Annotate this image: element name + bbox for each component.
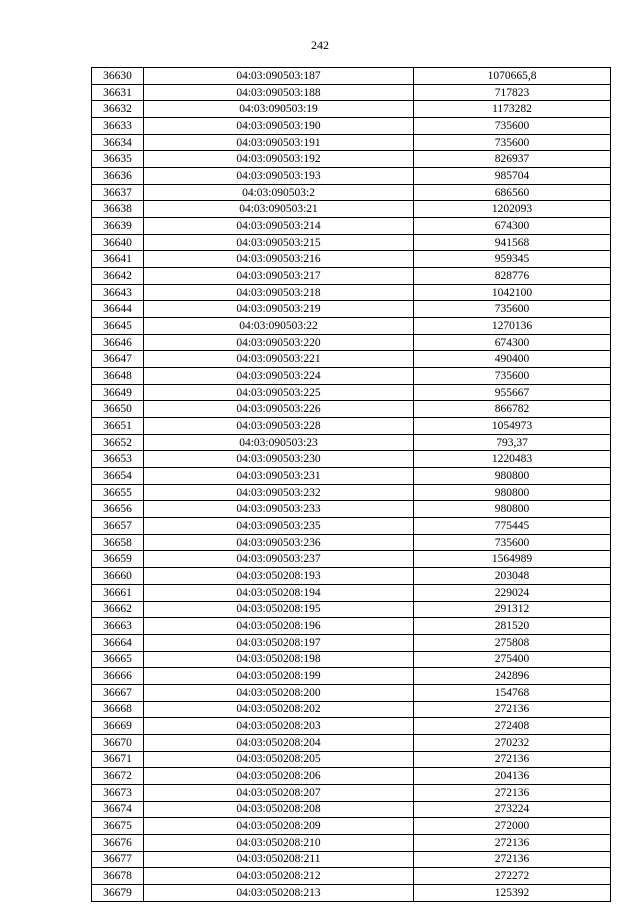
value-cell: 273224 [414,801,611,818]
cadastral-number-cell: 04:03:050208:206 [144,768,414,785]
row-number-cell: 36650 [92,401,144,418]
value-cell: 154768 [414,684,611,701]
value-cell: 229024 [414,584,611,601]
value-cell: 735600 [414,301,611,318]
table-row [92,534,611,551]
cadastral-number-cell: 04:03:090503:219 [144,301,414,318]
table-row [92,234,611,251]
row-number-cell: 36666 [92,668,144,685]
cadastral-number-cell: 04:03:090503:225 [144,384,414,401]
table-row [92,701,611,718]
cadastral-number-cell: 04:03:050208:197 [144,634,414,651]
table-body [92,68,611,902]
table-row [92,418,611,435]
value-cell: 203048 [414,568,611,585]
row-number-cell: 36653 [92,451,144,468]
value-cell: 826937 [414,151,611,168]
cadastral-number-cell: 04:03:090503:215 [144,234,414,251]
table-row [92,468,611,485]
cadastral-number-cell: 04:03:090503:236 [144,534,414,551]
value-cell: 1042100 [414,284,611,301]
cadastral-number-cell: 04:03:050208:193 [144,568,414,585]
cadastral-number-cell: 04:03:090503:187 [144,68,414,85]
table-row [92,284,611,301]
table-row [92,501,611,518]
row-number-cell: 36671 [92,751,144,768]
table-row [92,884,611,901]
row-number-cell: 36640 [92,234,144,251]
row-number-cell: 36657 [92,518,144,535]
table-row [92,834,611,851]
value-cell: 775445 [414,518,611,535]
value-cell: 272136 [414,834,611,851]
row-number-cell: 36647 [92,351,144,368]
table-row [92,184,611,201]
page-number: 242 [311,38,329,52]
row-number-cell: 36638 [92,201,144,218]
cadastral-number-cell: 04:03:090503:2 [144,184,414,201]
table-row [92,134,611,151]
cadastral-number-cell: 04:03:050208:195 [144,601,414,618]
row-number-cell: 36672 [92,768,144,785]
value-cell: 1564989 [414,551,611,568]
value-cell: 272000 [414,818,611,835]
table-row [92,684,611,701]
row-number-cell: 36639 [92,218,144,235]
cadastral-number-cell: 04:03:090503:191 [144,134,414,151]
row-number-cell: 36646 [92,334,144,351]
row-number-cell: 36667 [92,684,144,701]
row-number-cell: 36656 [92,501,144,518]
value-cell: 275400 [414,651,611,668]
row-number-cell: 36644 [92,301,144,318]
cadastral-number-cell: 04:03:090503:221 [144,351,414,368]
table-row [92,151,611,168]
row-number-cell: 36642 [92,268,144,285]
table-row [92,818,611,835]
table-row [92,268,611,285]
cadastral-number-cell: 04:03:090503:193 [144,168,414,185]
table-row [92,201,611,218]
value-cell: 980800 [414,484,611,501]
value-cell: 272272 [414,868,611,885]
cadastral-number-cell: 04:03:090503:230 [144,451,414,468]
cadastral-number-cell: 04:03:050208:199 [144,668,414,685]
row-number-cell: 36660 [92,568,144,585]
table-row [92,451,611,468]
table-row [92,368,611,385]
value-cell: 490400 [414,351,611,368]
cadastral-number-cell: 04:03:090503:231 [144,468,414,485]
value-cell: 959345 [414,251,611,268]
value-cell: 272136 [414,851,611,868]
value-cell: 941568 [414,234,611,251]
value-cell: 955667 [414,384,611,401]
row-number-cell: 36662 [92,601,144,618]
cadastral-number-cell: 04:03:050208:203 [144,718,414,735]
cadastral-number-cell: 04:03:090503:228 [144,418,414,435]
table-row [92,84,611,101]
cadastral-number-cell: 04:03:090503:192 [144,151,414,168]
row-number-cell: 36632 [92,101,144,118]
table-row [92,668,611,685]
table-row [92,334,611,351]
table-row [92,551,611,568]
table-row [92,718,611,735]
cadastral-number-cell: 04:03:090503:235 [144,518,414,535]
row-number-cell: 36668 [92,701,144,718]
row-number-cell: 36669 [92,718,144,735]
row-number-cell: 36641 [92,251,144,268]
table-row [92,801,611,818]
value-cell: 735600 [414,134,611,151]
cadastral-number-cell: 04:03:050208:208 [144,801,414,818]
table-row [92,301,611,318]
table-row [92,734,611,751]
value-cell: 980800 [414,501,611,518]
value-cell: 717823 [414,84,611,101]
table-row [92,118,611,135]
cadastral-number-cell: 04:03:050208:200 [144,684,414,701]
row-number-cell: 36673 [92,784,144,801]
table-row [92,384,611,401]
table-row [92,218,611,235]
cadastral-number-cell: 04:03:050208:207 [144,784,414,801]
row-number-cell: 36659 [92,551,144,568]
table-row [92,634,611,651]
row-number-cell: 36675 [92,818,144,835]
value-cell: 272408 [414,718,611,735]
cadastral-number-cell: 04:03:050208:204 [144,734,414,751]
value-cell: 674300 [414,218,611,235]
cadastral-number-cell: 04:03:050208:205 [144,751,414,768]
value-cell: 272136 [414,784,611,801]
value-cell: 270232 [414,734,611,751]
row-number-cell: 36654 [92,468,144,485]
row-number-cell: 36652 [92,434,144,451]
cadastral-number-cell: 04:03:090503:188 [144,84,414,101]
row-number-cell: 36649 [92,384,144,401]
table-row [92,851,611,868]
cadastral-number-cell: 04:03:050208:211 [144,851,414,868]
table-row [92,351,611,368]
row-number-cell: 36648 [92,368,144,385]
cadastral-number-cell: 04:03:090503:217 [144,268,414,285]
row-number-cell: 36664 [92,634,144,651]
row-number-cell: 36637 [92,184,144,201]
cadastral-number-cell: 04:03:090503:233 [144,501,414,518]
cadastral-number-cell: 04:03:090503:21 [144,201,414,218]
row-number-cell: 36635 [92,151,144,168]
value-cell: 272136 [414,751,611,768]
table-row [92,751,611,768]
value-cell: 735600 [414,118,611,135]
row-number-cell: 36634 [92,134,144,151]
value-cell: 735600 [414,368,611,385]
row-number-cell: 36663 [92,618,144,635]
cadastral-number-cell: 04:03:090503:237 [144,551,414,568]
cadastral-number-cell: 04:03:050208:194 [144,584,414,601]
cadastral-number-cell: 04:03:050208:196 [144,618,414,635]
cadastral-number-cell: 04:03:050208:213 [144,884,414,901]
value-cell: 828776 [414,268,611,285]
row-number-cell: 36670 [92,734,144,751]
table-row [92,434,611,451]
table-row [92,568,611,585]
value-cell: 735600 [414,534,611,551]
table-row [92,401,611,418]
row-number-cell: 36676 [92,834,144,851]
cadastral-number-cell: 04:03:050208:209 [144,818,414,835]
value-cell: 866782 [414,401,611,418]
table-row [92,651,611,668]
cadastral-number-cell: 04:03:050208:198 [144,651,414,668]
value-cell: 686560 [414,184,611,201]
value-cell: 281520 [414,618,611,635]
value-cell: 204136 [414,768,611,785]
table-row [92,768,611,785]
cadastral-number-cell: 04:03:090503:226 [144,401,414,418]
value-cell: 1070665,8 [414,68,611,85]
row-number-cell: 36633 [92,118,144,135]
row-number-cell: 36643 [92,284,144,301]
cadastral-number-cell: 04:03:050208:202 [144,701,414,718]
table-row [92,618,611,635]
row-number-cell: 36651 [92,418,144,435]
cadastral-number-cell: 04:03:090503:23 [144,434,414,451]
row-number-cell: 36678 [92,868,144,885]
value-cell: 980800 [414,468,611,485]
value-cell: 242896 [414,668,611,685]
cadastral-number-cell: 04:03:090503:216 [144,251,414,268]
value-cell: 793,37 [414,434,611,451]
value-cell: 1220483 [414,451,611,468]
row-number-cell: 36677 [92,851,144,868]
table-row [92,868,611,885]
value-cell: 985704 [414,168,611,185]
cadastral-number-cell: 04:03:090503:224 [144,368,414,385]
row-number-cell: 36655 [92,484,144,501]
table-row [92,251,611,268]
table-row [92,518,611,535]
cadastral-number-cell: 04:03:090503:19 [144,101,414,118]
row-number-cell: 36674 [92,801,144,818]
value-cell: 272136 [414,701,611,718]
value-cell: 1270136 [414,318,611,335]
table-row [92,168,611,185]
row-number-cell: 36661 [92,584,144,601]
row-number-cell: 36631 [92,84,144,101]
row-number-cell: 36679 [92,884,144,901]
table-row [92,318,611,335]
row-number-cell: 36645 [92,318,144,335]
value-cell: 275808 [414,634,611,651]
value-cell: 125392 [414,884,611,901]
value-cell: 674300 [414,334,611,351]
cadastral-number-cell: 04:03:090503:190 [144,118,414,135]
cadastral-number-cell: 04:03:090503:22 [144,318,414,335]
value-cell: 1054973 [414,418,611,435]
cadastral-number-cell: 04:03:050208:212 [144,868,414,885]
table-row [92,484,611,501]
value-cell: 1202093 [414,201,611,218]
value-cell: 291312 [414,601,611,618]
table-row [92,101,611,118]
cadastral-number-cell: 04:03:090503:220 [144,334,414,351]
cadastral-value-table [91,67,611,902]
table-row [92,601,611,618]
table-row [92,68,611,85]
table-row [92,584,611,601]
row-number-cell: 36630 [92,68,144,85]
table-row [92,784,611,801]
cadastral-number-cell: 04:03:090503:232 [144,484,414,501]
row-number-cell: 36636 [92,168,144,185]
cadastral-number-cell: 04:03:090503:214 [144,218,414,235]
cadastral-number-cell: 04:03:090503:218 [144,284,414,301]
row-number-cell: 36665 [92,651,144,668]
row-number-cell: 36658 [92,534,144,551]
value-cell: 1173282 [414,101,611,118]
cadastral-number-cell: 04:03:050208:210 [144,834,414,851]
